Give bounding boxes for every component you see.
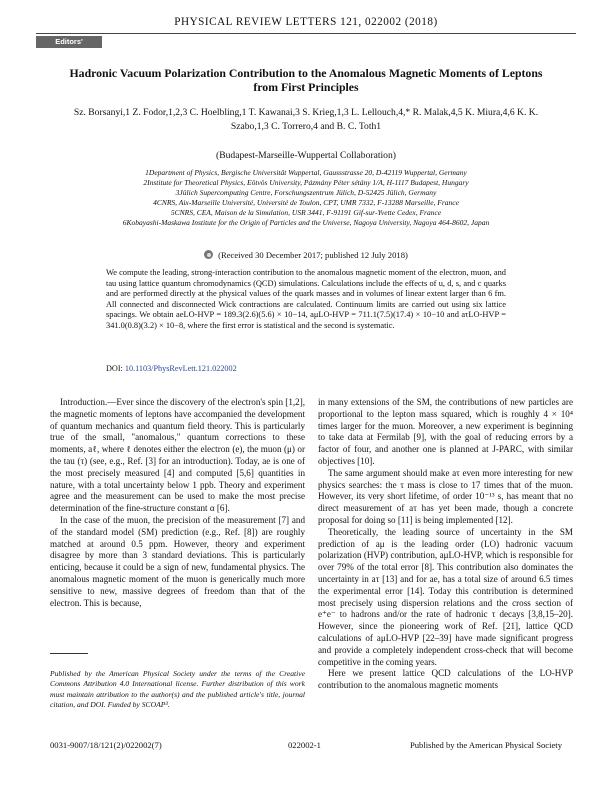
affiliation-1: 1Department of Physics, Bergische Universität Wuppertal, Gaussstrasse 20, D-42119 Wuppertal, Germany [145, 168, 467, 177]
received-text: (Received 30 December 2017; published 12 July 2018) [218, 250, 408, 260]
check-for-updates-icon[interactable] [204, 250, 213, 259]
affiliation-5: 5CNRS, CEA, Maison de la Simulation, USR 3441, F-91191 Gif-sur-Yvette Cedex, France [170, 208, 442, 218]
journal-header: PHYSICAL REVIEW LETTERS 121, 022002 (2018) [174, 16, 438, 28]
footnote-rule [50, 653, 88, 654]
right-column [318, 397, 573, 692]
received-line [60, 250, 552, 260]
paragraph: Introduction.—Ever since the discovery of the electron's spin [1,2], the magnetic moments of leptons have accompanied the development of quantum mechanics and quantum field theory. This is particularly true of the small, "anomalous," quantum corrections to these moments, aℓ, where ℓ denotes either the electron (e), the muon (μ) or the tau (τ) (see, e.g., Ref. [3] for an introduction). Today, ae is one of the most precisely measured [4] and computed [5,6] quantities in nature, with a total uncertainty below 1 ppb. Theory and experiment agree and the measurement can be used to make the most precise determination of the fine-structure constant α [6]. [50, 397, 305, 514]
affiliation-6: 6Kobayashi-Maskawa Institute for the Origin of Particles and the Universe, Nagoya University, Nagoya 464-8602, Japan [122, 218, 490, 228]
affiliation-4: 4CNRS, Aix-Marseille Université, Université de Toulon, CPT, UMR 7332, F-13288 Marseille, France [153, 198, 459, 208]
doi-link[interactable]: 10.1103/PhysRevLett.121.022002 [124, 364, 237, 373]
abstract [106, 268, 506, 332]
affiliation-2: 2Institute for Theoretical Physics, Eötvös University, Pázmány Péter sétány 1/A, H-1117 Budapest, Hungary [143, 178, 469, 188]
paragraph: The same argument should make aτ even more interesting for new physics searches: the τ mass is close to 17 times that of the muon. However, its very short lifetime, of order 10⁻¹³ s, has meant that no direct measurement of aτ has yet been made, though a concrete proposal for doing so [11] is being implemented [12]. [318, 467, 573, 525]
paragraph: Theoretically, the leading source of uncertainty in the SM prediction of aμ is the leading order (LO) hadronic vacuum polarization (HVP) contribution, aμLO-HVP, which is responsible for over 79% of the total error [8]. This contribution also dominates the uncertainty in aτ [13] and for ae, has a total size of around 6.5 times the experimental error [14]. Today this contribution is determined most precisely using dispersion relations and the cross section of e⁺e⁻ to hadrons and/or the rate of hadronic τ decays [3,8,15–20]. However, since the pioneering work of Ref. [21], lattice QCD calculations of aμLO-HVP [22–39] have made significant progress and provide a completely independent cross-check that will become competitive in the coming years. [318, 526, 573, 667]
collaboration: (Budapest-Marseille-Wuppertal Collaboration) [216, 150, 396, 161]
license-footnote: Published by the American Physical Society under the terms of the Creative Commons Attribution 4.0 International license. Further distribution of this work must maintain attribution to the author(s) and the published article's title, journal citation, and DOI. Funded by SCOAP³. [50, 669, 305, 710]
footer-issn: 0031-9007/18/121(2)/022002(7) [50, 740, 162, 750]
doi-line [106, 364, 237, 373]
paragraph: in many extensions of the SM, the contributions of new particles are proportional to the lepton mass squared, which is roughly 4 × 10⁴ times larger for the muon. Moreover, a new experiment is beginning to take data at Fermilab [9], with the goal of reducing errors by a factor of four, and another one is planned at J-PARC, with similar objectives [10]. [318, 397, 573, 466]
article-title: Hadronic Vacuum Polarization Contribution to the Anomalous Magnetic Moments of Leptons from First Principles [69, 66, 543, 94]
doi-label: DOI: [106, 364, 123, 373]
abstract-text: We compute the leading, strong-interaction contribution to the anomalous magnetic moment of the electron, muon, and tau using lattice quantum chromodynamics (QCD) simulations. Calculations include the effects of u, d, s, and c quarks and are performed directly at the physical values of the quark masses and in volumes of linear extent larger than 6 fm. All connected and disconnected Wick contractions are calculated. Continuum limits are carried out using six lattice spacings. We obtain aeLO-HVP = 189.3(2.6)(5.6) × 10−14, aμLO-HVP = 711.1(7.5)(17.4) × 10−10 and aτLO-HVP = 341.0(0.8)(3.2) × 10−8, where the first error is statistical and the second is systematic. [106, 268, 506, 330]
footer-page-number: 022002-1 [288, 740, 321, 750]
affiliation-3: 3Jülich Supercomputing Centre, Forschungszentrum Jülich, D-52425 Jülich, Germany [175, 188, 437, 198]
affiliations [40, 168, 572, 229]
left-column [50, 397, 305, 609]
paragraph: Here we present lattice QCD calculations of the LO-HVP contribution to the anomalous magnetic moments [318, 668, 573, 691]
header-rule [36, 33, 576, 34]
author-list: Sz. Borsanyi,1 Z. Fodor,1,2,3 C. Hoelbling,1 T. Kawanai,3 S. Krieg,1,3 L. Lellouch,4,* R. Malak,4,5 K. Miura,4,6 K. K. Szabo,1,3 C. Torrero,4 and B. C. Toth1 [73, 107, 539, 132]
editors-suggestion-badge: Editors' Suggestion [36, 36, 102, 48]
paragraph: In the case of the muon, the precision of the measurement [7] and of the standard model (SM) prediction (e.g., Ref. [8]) are roughly matched at around 0.5 ppm. However, theory and experiment disagree by more than 3 standard deviations. This is particularly enticing, because it could be a sign of new, fundamental physics. The anomalous magnetic moment of the muon is generically much more sensitive to new, massive degrees of freedom than that of the electron. This is because, [50, 514, 305, 608]
footer-publisher: Published by the American Physical Society [409, 740, 562, 750]
